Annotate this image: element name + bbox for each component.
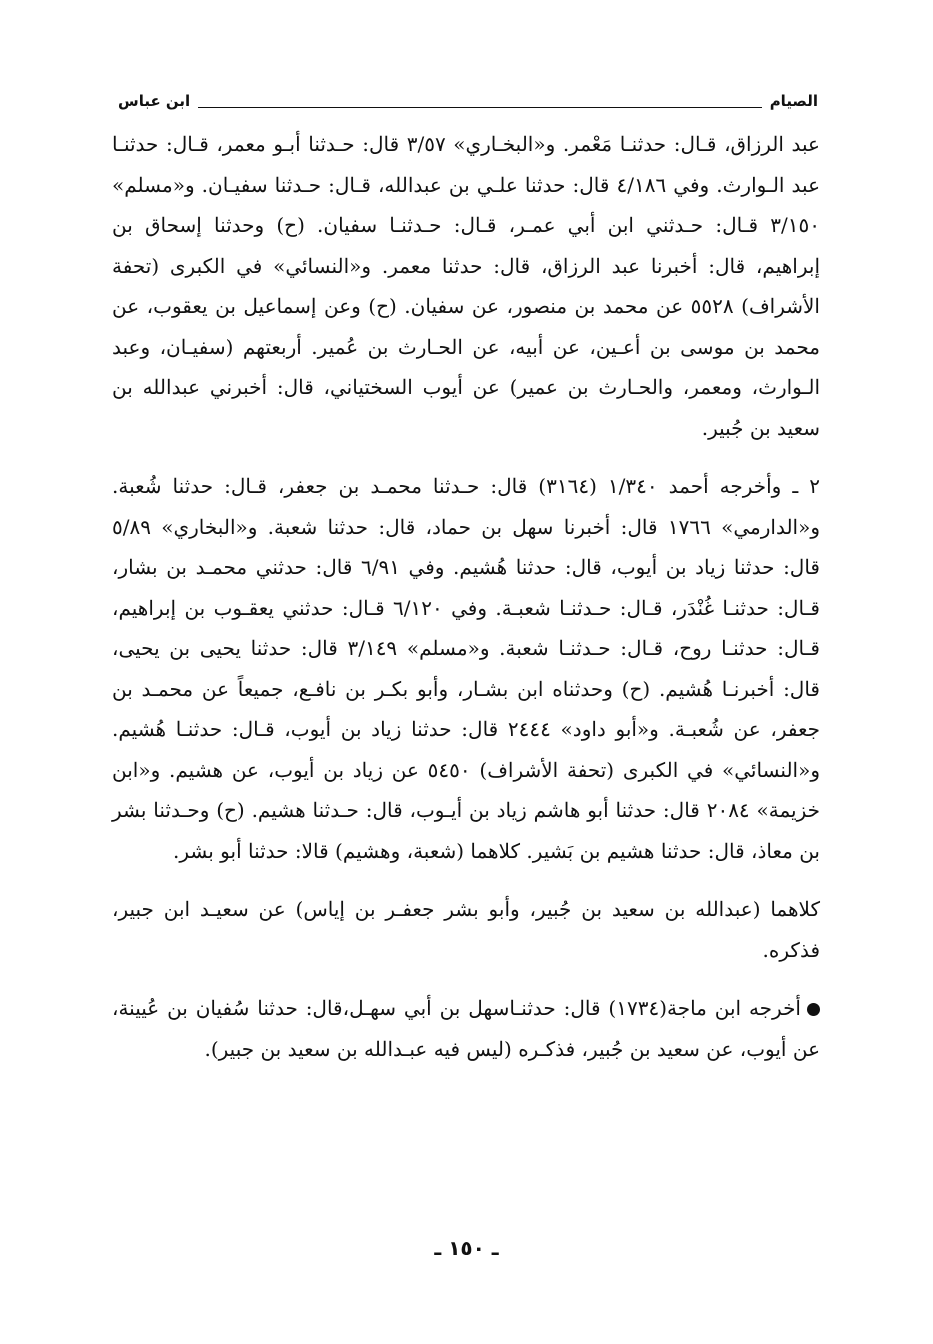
paragraph-3: كلاهما (عبدالله بن سعيد بن جُبير، وأبو بشر جعفـر بن إياس) عن سعيـد ابن جبير، فذكره.: [112, 897, 820, 962]
section-title: ابن عباس: [118, 92, 191, 110]
running-header: [118, 88, 818, 114]
page-number: ـ ١٥٠ ـ: [434, 1236, 499, 1260]
bullet-icon: [807, 1003, 820, 1016]
paragraph-1: عبد الرزاق، قـال: حدثنـا مَعْمر. و«البخـاري» ٣/٥٧ قال: حـدثنا أبـو معمر، قـال: حدثنـا عبد الـوارث. وفي ٤/١٨٦ قال: حدثنا علـي بن عبدالله، قـال: حـدثنا سفيـان. و«مسلم» ٣/١٥٠ قـال: حـدثني ابن أبي عمـر، قـال: حـدثنـا سفيان. (ح) وحدثنا إسحاق بن إبراهيم، قال: أخبرنا عبد الرزاق، قال: حدثنا معمر. و«النسائي» في الكبرى (تحفة الأشراف) ٥٥٢٨ عن محمد بن منصور، عن سفيان. (ح) وعن إسماعيل بن يعقوب، عن محمد بن موسى بن أعـين، عن أبيه، عن الحـارث بن عُمير. أربعتهم (سفيـان، وعبد الـوارث، ومعمر، والحـارث بن عمير) عن أيوب السختياني، قال: أخبرني عبدالله بن سعيد بن جُبير.: [112, 132, 821, 440]
chapter-title: الصيام: [769, 92, 818, 110]
paragraph-2: ٢ ـ وأخرجه أحمد ١/٣٤٠ (٣١٦٤) قال: حـدثنا محمـد بن جعفر، قـال: حدثنا شُعبة. و«الدارمي» ١٧٦٦ قال: أخبرنا سهل بن حماد، قال: حدثنا شعبة. و«البخاري» ٥/٨٩ قال: حدثنا زياد بن أيوب، قال: حدثنا هُشيم. وفي ٦/٩١ قال: حدثني محمـد بن بشار، قـال: حدثنـا غُنْدَر، قـال: حـدثنـا شعبـة. وفي ٦/١٢٠ قـال: حدثني يعقـوب بن إبراهيم، قـال: حدثنـا روح، قـال: حـدثنـا شعبة. و«مسلم» ٣/١٤٩ قال: حدثنا يحيى بن يحيى، قال: أخبرنـا هُشيم. (ح) وحدثناه ابن بشـار، وأبو بكـر بن نافـع، جميعاً عن محمـد بن جعفر، عن شُعبـة. و«أبو داود» ٢٤٤٤ قال: حدثنا زياد بن أيوب، قـال: حدثنـا هُشيم. و«النسائي» في الكبرى (تحفة الأشراف) ٥٤٥٠ عن زياد بن أيوب، عن هشيم. و«ابن خزيمة» ٢٠٨٤ قال: حدثنا أبو هاشم زياد بن أيـوب، قال: حـدثنا هشيم. (ح) وحـدثنا بشر بن معاذ، قال: حدثنا هشيم بن بَشير. كلاهما (شعبة، وهشيم) قالا: حدثنا أبو بشر.: [112, 474, 821, 863]
paragraph-4-text: أخرجه ابن ماجة(١٧٣٤) قال: حدثنـاسهل بن أبي سهـل،قال: حدثنا سُفيان بن عُيينة، عن أيوب، عن سعيد بن جُبير، فذكـره (ليس فيه عبـدالله بن سعيد بن جبير).: [112, 996, 820, 1061]
header-rule: [198, 107, 761, 108]
body-text: [112, 124, 820, 1069]
paragraph-4: [112, 988, 820, 1069]
